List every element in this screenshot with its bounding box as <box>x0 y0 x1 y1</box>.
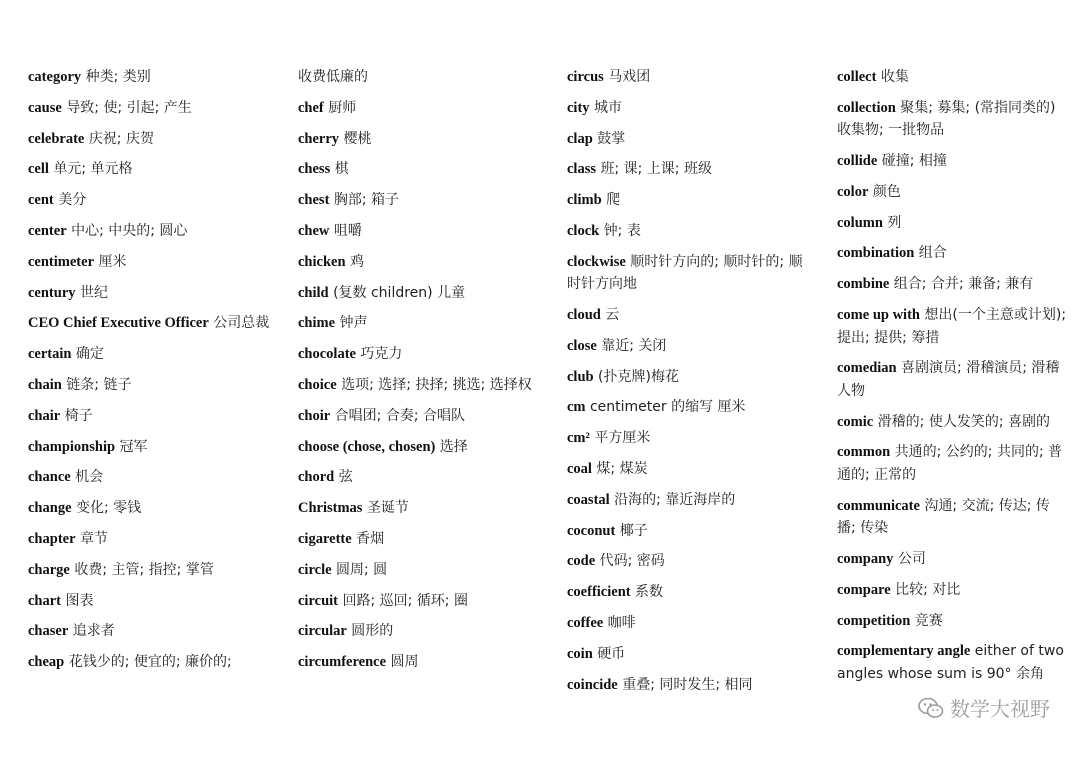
vocab-meaning: 硬币 <box>592 645 626 662</box>
vocab-entry <box>298 651 543 674</box>
wechat-icon <box>918 697 944 719</box>
vocab-meaning: 收集 <box>876 69 909 85</box>
vocab-word: CEO Chief Executive Officer <box>28 315 209 332</box>
vocab-meaning: 巧克力 <box>355 346 403 363</box>
vocab-entry <box>298 590 543 613</box>
vocab-meaning: either of two angles whose sum is 90° 余角 <box>837 643 1064 682</box>
vocab-entry <box>567 581 812 604</box>
vocab-word: chef <box>298 99 324 116</box>
vocab-entry <box>28 405 273 428</box>
vocab-entry <box>567 612 812 635</box>
vocab-word: category <box>28 69 82 85</box>
vocab-entry <box>298 158 543 181</box>
vocab-entry <box>28 282 273 305</box>
vocab-meaning: 滑稽的; 使人发笑的; 喜剧的 <box>873 413 1051 430</box>
vocab-word: class <box>567 161 596 178</box>
vocab-word: climb <box>567 192 602 209</box>
vocab-meaning: 沟通; 交流; 传达; 传播; 传染 <box>837 497 1050 537</box>
vocab-word: cm <box>567 399 586 416</box>
vocab-entry <box>298 282 543 305</box>
vocab-word: clockwise <box>567 253 626 270</box>
vocab-word: color <box>837 183 869 200</box>
vocab-word: clap <box>567 130 593 147</box>
vocab-word: collide <box>837 153 878 170</box>
vocab-meaning: 咀嚼 <box>329 222 362 239</box>
vocab-word: chapter <box>28 530 76 547</box>
vocab-word: cm² <box>567 430 590 447</box>
vocab-meaning: 聚集; 募集; (常指同类的)收集物; 一批物品 <box>837 99 1056 139</box>
vocab-word: cigarette <box>298 530 352 547</box>
vocab-word: choir <box>298 407 331 424</box>
vocab-entry <box>298 343 543 366</box>
vocab-word: cherry <box>298 130 340 147</box>
vocab-entry <box>567 674 812 697</box>
vocab-meaning: 种类; 类别 <box>81 69 151 85</box>
vocab-meaning: 收费低廉的 <box>298 69 368 85</box>
vocab-word: chocolate <box>298 346 356 363</box>
vocab-entry <box>567 97 812 120</box>
vocab-word: chair <box>28 407 61 424</box>
vocab-meaning: 顺时针方向的; 顺时针的; 顺时针方向地 <box>567 253 803 293</box>
vocab-word: competition <box>837 612 911 629</box>
vocab-entry <box>28 158 273 181</box>
vocab-meaning: 导致; 使; 引起; 产生 <box>61 99 192 116</box>
vocab-entry <box>567 128 812 151</box>
vocab-entry <box>837 242 1067 265</box>
vocab-entry <box>567 396 812 419</box>
vocab-word: century <box>28 284 76 301</box>
vocab-meaning: 组合; 合并; 兼备; 兼有 <box>889 276 1034 293</box>
vocab-word: coffee <box>567 615 604 632</box>
vocab-entry <box>567 643 812 666</box>
vocab-meaning: 章节 <box>75 530 108 547</box>
vocab-word: Christmas <box>298 500 363 517</box>
vocab-word: close <box>567 337 597 354</box>
vocab-word: change <box>28 500 72 517</box>
vocab-entry <box>837 441 1067 486</box>
vocab-entry <box>28 374 273 397</box>
vocab-entry <box>837 273 1067 296</box>
vocab-word: coconut <box>567 522 616 539</box>
vocab-word: chart <box>28 592 62 609</box>
vocab-meaning: centimeter 的缩写 厘米 <box>585 399 746 416</box>
vocab-entry <box>837 212 1067 235</box>
vocab-meaning: (复数 children) 儿童 <box>328 284 466 301</box>
vocab-word: chest <box>298 192 330 209</box>
vocab-word: company <box>837 551 894 568</box>
vocab-meaning: 冠军 <box>115 438 148 455</box>
vocab-entry <box>837 66 1067 89</box>
vocab-meaning: 圣诞节 <box>362 500 409 517</box>
vocab-entry <box>567 251 812 296</box>
vocab-word: circus <box>567 69 604 85</box>
vocab-meaning: 颜色 <box>868 183 901 200</box>
vocab-entry <box>28 651 273 674</box>
vocab-word: collection <box>837 99 896 116</box>
vocab-entry <box>837 357 1067 402</box>
vocab-meaning: 代码; 密码 <box>595 553 665 570</box>
vocab-entry <box>567 550 812 573</box>
vocab-entry <box>28 559 273 582</box>
vocab-entry <box>28 497 273 520</box>
vocab-entry <box>567 335 812 358</box>
vocab-word: center <box>28 222 67 239</box>
watermark-text: 数学大视野 <box>950 697 1050 721</box>
vocab-entry <box>837 411 1067 434</box>
vocab-entry <box>298 97 543 120</box>
vocab-meaning: 收费; 主管; 指控; 掌管 <box>69 561 214 578</box>
vocab-entry <box>837 579 1067 602</box>
vocab-meaning: 追求者 <box>68 623 115 640</box>
vocab-meaning: 厨师 <box>323 99 357 116</box>
vocab-word: choose (chose, chosen) <box>298 438 436 455</box>
vocab-entry <box>567 220 812 243</box>
vocab-word: coincide <box>567 676 618 693</box>
vocab-entry <box>298 528 543 551</box>
vocab-word: circuit <box>298 592 338 609</box>
vocab-word: circular <box>298 623 347 640</box>
vocab-meaning: 椅子 <box>60 407 93 424</box>
vocab-entry <box>298 251 543 274</box>
vocab-meaning: 机会 <box>70 469 104 486</box>
vocab-entry <box>298 436 543 459</box>
vocab-meaning: 花钱少的; 便宜的; 廉价的; <box>64 654 232 671</box>
vocab-word: cent <box>28 192 54 209</box>
vocab-entry <box>567 427 812 450</box>
vocab-meaning: 公司 <box>893 551 926 568</box>
vocab-meaning: 平方厘米 <box>589 430 651 447</box>
vocab-entry <box>567 366 812 389</box>
vocab-meaning: 樱桃 <box>339 130 372 147</box>
vocab-meaning: 重叠; 同时发生; 相同 <box>617 676 753 693</box>
vocab-entry <box>28 189 273 212</box>
vocab-word: cheap <box>28 654 65 671</box>
vocab-meaning: 鸡 <box>345 253 364 270</box>
vocab-meaning: 选择 <box>435 438 468 455</box>
vocab-entry <box>567 304 812 327</box>
vocab-meaning: 香烟 <box>351 530 385 547</box>
vocab-meaning: 靠近; 关闭 <box>596 337 667 354</box>
vocab-meaning: 钟; 表 <box>599 222 641 239</box>
vocab-meaning: 合唱团; 合奏; 合唱队 <box>330 407 466 424</box>
vocab-word: chess <box>298 161 331 178</box>
vocab-meaning: 列 <box>882 214 902 231</box>
vocab-meaning: 圆形的 <box>346 623 394 640</box>
vocab-column-4 <box>837 66 1067 694</box>
vocab-meaning: 回路; 巡回; 循环; 圈 <box>338 592 468 609</box>
vocab-word: cell <box>28 161 49 178</box>
vocab-meaning: 单元; 单元格 <box>48 161 133 178</box>
vocab-meaning: 煤; 煤炭 <box>591 461 648 478</box>
vocab-entry <box>28 220 273 243</box>
vocab-word: chime <box>298 315 336 332</box>
vocab-entry <box>837 150 1067 173</box>
vocab-meaning: 棋 <box>330 161 349 178</box>
vocab-entry <box>298 189 543 212</box>
vocab-word: complementary angle <box>837 643 971 660</box>
vocab-meaning: 爬 <box>601 192 621 209</box>
vocab-entry <box>28 97 273 120</box>
vocab-word: centimeter <box>28 253 95 270</box>
vocab-entry <box>28 466 273 489</box>
vocab-word: city <box>567 99 590 116</box>
vocab-entry <box>28 343 273 366</box>
vocab-entry <box>837 495 1067 540</box>
vocab-meaning: 椰子 <box>615 522 648 539</box>
vocab-column-2 <box>298 66 543 682</box>
vocab-entry <box>567 189 812 212</box>
vocab-word: compare <box>837 581 891 598</box>
vocab-word: coastal <box>567 491 610 508</box>
vocab-entry <box>28 620 273 643</box>
vocab-entry <box>567 489 812 512</box>
vocab-word: certain <box>28 346 72 363</box>
vocab-word: combine <box>837 276 890 293</box>
vocab-word: combination <box>837 245 915 262</box>
vocab-entry <box>837 97 1067 142</box>
vocab-word: code <box>567 553 596 570</box>
vocab-entry <box>298 66 543 89</box>
vocab-meaning: 喜剧演员; 滑稽演员; 滑稽人物 <box>837 360 1060 399</box>
vocab-word: clock <box>567 222 600 239</box>
vocab-meaning: 系数 <box>630 584 664 601</box>
vocab-meaning: 圆周; 圆 <box>331 561 388 578</box>
vocab-word: cloud <box>567 307 601 324</box>
vocab-word: charge <box>28 561 70 578</box>
vocab-meaning: 沿海的; 靠近海岸的 <box>609 491 736 508</box>
vocab-meaning: 竞赛 <box>910 612 943 629</box>
vocab-meaning: 美分 <box>53 192 87 209</box>
vocab-meaning: 碰撞; 相撞 <box>877 153 947 170</box>
vocab-entry <box>837 548 1067 571</box>
vocab-entry <box>567 158 812 181</box>
vocab-word: child <box>298 284 329 301</box>
vocab-word: championship <box>28 438 116 455</box>
vocab-entry <box>28 66 273 89</box>
vocab-meaning: 云 <box>600 307 620 324</box>
vocab-word: collect <box>837 69 877 85</box>
vocab-column-3 <box>567 66 812 704</box>
vocab-word: coal <box>567 461 592 478</box>
vocab-entry <box>28 251 273 274</box>
vocab-entry <box>28 528 273 551</box>
vocab-word: circle <box>298 561 332 578</box>
vocab-entry <box>298 466 543 489</box>
vocab-entry <box>298 497 543 520</box>
vocab-meaning: 圆周 <box>386 654 419 671</box>
vocab-word: circumference <box>298 654 387 671</box>
vocab-word: coin <box>567 645 593 662</box>
vocab-entry <box>567 520 812 543</box>
vocab-meaning: 胸部; 箱子 <box>329 192 400 209</box>
vocab-meaning: 选项; 选择; 抉择; 挑选; 选择权 <box>336 376 532 393</box>
vocab-meaning: 咖啡 <box>603 615 636 632</box>
vocab-meaning: 组合 <box>914 245 947 262</box>
vocab-meaning: 马戏团 <box>603 69 651 85</box>
vocab-meaning: 变化; 零钱 <box>71 500 142 517</box>
vocab-entry <box>837 610 1067 633</box>
vocab-word: common <box>837 444 891 461</box>
vocab-entry <box>28 436 273 459</box>
vocab-entry <box>298 374 543 397</box>
watermark <box>918 693 1050 722</box>
vocab-meaning: 中心; 中央的; 圆心 <box>66 222 188 239</box>
vocab-meaning: 共通的; 公约的; 共同的; 普通的; 正常的 <box>837 444 1063 483</box>
vocab-entry <box>298 405 543 428</box>
vocab-meaning: 世纪 <box>75 284 108 301</box>
vocab-meaning: 确定 <box>71 346 104 363</box>
vocab-word: come up with <box>837 307 920 324</box>
vocab-word: chance <box>28 469 71 486</box>
vocab-meaning: 鼓掌 <box>592 130 626 147</box>
vocab-word: celebrate <box>28 130 85 147</box>
vocab-word: coefficient <box>567 584 631 601</box>
vocab-meaning: 比较; 对比 <box>890 581 961 598</box>
vocab-meaning: 图表 <box>61 592 94 609</box>
vocab-word: comic <box>837 413 874 430</box>
vocab-entry <box>298 220 543 243</box>
vocab-word: chicken <box>298 253 346 270</box>
vocab-meaning: 厘米 <box>94 253 127 270</box>
vocab-meaning: 公司总裁 <box>208 315 270 332</box>
vocab-entry <box>837 181 1067 204</box>
vocab-entry <box>837 640 1067 685</box>
vocab-entry <box>298 559 543 582</box>
vocab-word: chew <box>298 222 330 239</box>
vocab-column-1 <box>28 66 273 682</box>
vocab-word: column <box>837 214 883 231</box>
vocab-meaning: 班; 课; 上课; 班级 <box>596 161 712 178</box>
vocab-meaning: 钟声 <box>335 315 368 332</box>
vocab-entry <box>28 312 273 335</box>
vocab-word: cause <box>28 99 62 116</box>
vocab-entry <box>298 620 543 643</box>
vocab-entry <box>298 312 543 335</box>
vocab-word: chord <box>298 469 335 486</box>
vocab-entry <box>298 128 543 151</box>
vocab-entry <box>28 590 273 613</box>
vocab-entry <box>837 304 1067 349</box>
vocab-word: chain <box>28 376 62 393</box>
vocab-meaning: 庆祝; 庆贺 <box>84 130 154 147</box>
vocab-meaning: 城市 <box>589 99 622 116</box>
vocab-meaning: 弦 <box>334 469 353 486</box>
vocab-meaning: (扑克牌)梅花 <box>593 368 679 385</box>
vocab-entry <box>567 66 812 89</box>
vocab-word: communicate <box>837 497 920 514</box>
vocab-word: club <box>567 368 594 385</box>
vocab-word: chaser <box>28 623 69 640</box>
vocab-word: choice <box>298 376 337 393</box>
vocab-entry <box>567 458 812 481</box>
vocab-word: comedian <box>837 360 897 377</box>
vocab-meaning: 链条; 链子 <box>61 376 132 393</box>
vocab-meaning: 想出(一个主意或计划); 提出; 提供; 筹措 <box>837 307 1067 346</box>
vocab-entry <box>28 128 273 151</box>
